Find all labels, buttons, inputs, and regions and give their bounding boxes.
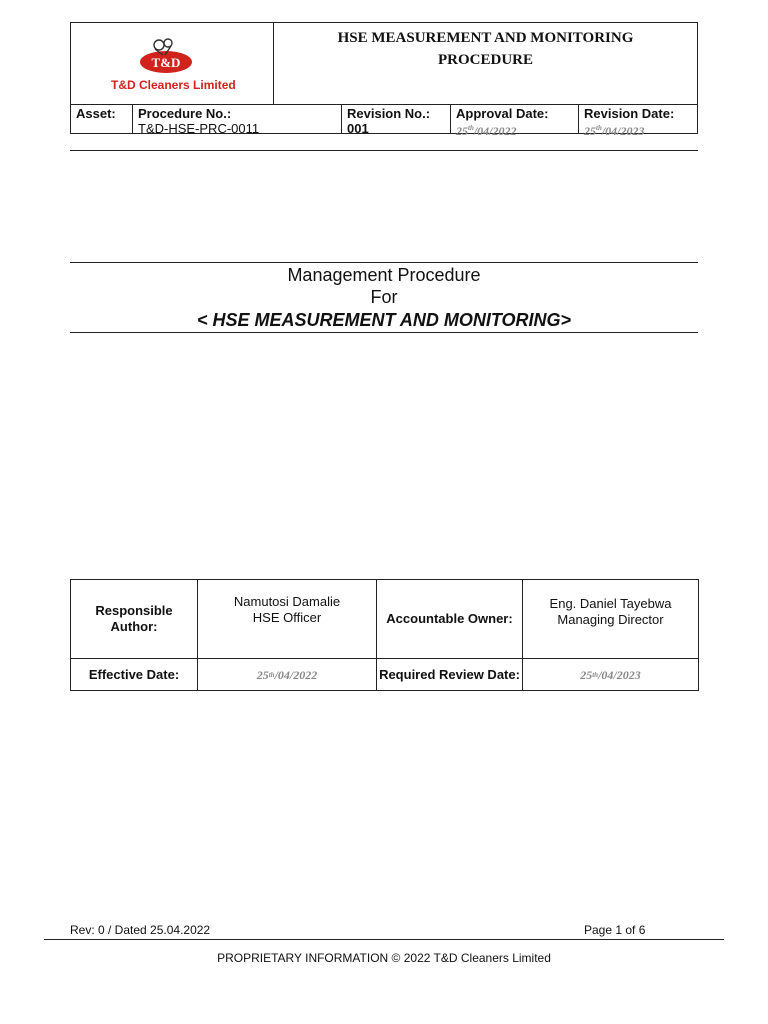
logo-text: T&D [151,55,181,70]
procedure-no-cell [133,105,342,136]
revision-date-label: Revision Date: [584,106,675,121]
required-review-label: Required Review Date: [377,659,523,690]
approval-date-value: 25th/04/2022 [456,124,517,138]
responsible-author-role: HSE Officer [252,610,322,625]
revision-no-cell [342,105,451,136]
footer-page-number: Page 1 of 6 [584,923,646,937]
accountable-owner-value [523,580,698,659]
logo-cell [71,23,274,104]
revision-no-value: 001 [347,121,369,136]
title-line-3: < HSE MEASUREMENT AND MONITORING> [196,310,572,330]
header-title-line2: PROCEDURE [437,52,533,68]
title-line-1: Management Procedure [287,265,481,285]
footer-revision: Rev: 0 / Dated 25.04.2022 [70,923,211,937]
responsible-author-label: Responsible Author: [71,580,198,659]
header-table [70,22,698,138]
document-header-title [274,23,697,104]
required-review-value: 25 th /04/2023 [580,667,641,682]
accountable-owner-label: Accountable Owner: [377,580,523,659]
accountable-owner-name: Eng. Daniel Tayebwa [549,596,672,611]
company-logo-icon [135,37,197,77]
company-name: T&D Cleaners Limited [111,78,236,92]
title-bottom-rule [70,332,698,333]
header-divider [70,150,698,151]
revision-date-cell [579,105,697,138]
effective-date-label: Effective Date: [71,659,198,690]
revision-no-label: Revision No.: [347,106,431,121]
procedure-no-label: Procedure No.: [138,106,232,121]
responsibility-table [70,579,699,691]
revision-date-value: 25th/04/2023 [584,124,645,138]
footer-rule [44,939,724,940]
header-title-line1: HSE MEASUREMENT AND MONITORING [337,30,634,46]
procedure-no-value: T&D-HSE-PRC-0011 [138,121,260,136]
accountable-owner-role: Managing Director [557,612,664,627]
approval-date-label: Approval Date: [456,106,549,121]
footer-proprietary: PROPRIETARY INFORMATION © 2022 T&D Cleaners Limited [217,951,551,965]
responsible-author-name: Namutosi Damalie [233,594,341,609]
title-line-2: For [370,287,398,307]
approval-date-cell [451,105,579,138]
responsible-author-value [198,580,377,659]
header-info-row [71,104,697,138]
title-top-rule [70,262,698,263]
effective-date-value: 25 th /04/2022 [198,659,377,690]
asset-cell [71,105,133,133]
asset-label: Asset: [76,106,116,121]
